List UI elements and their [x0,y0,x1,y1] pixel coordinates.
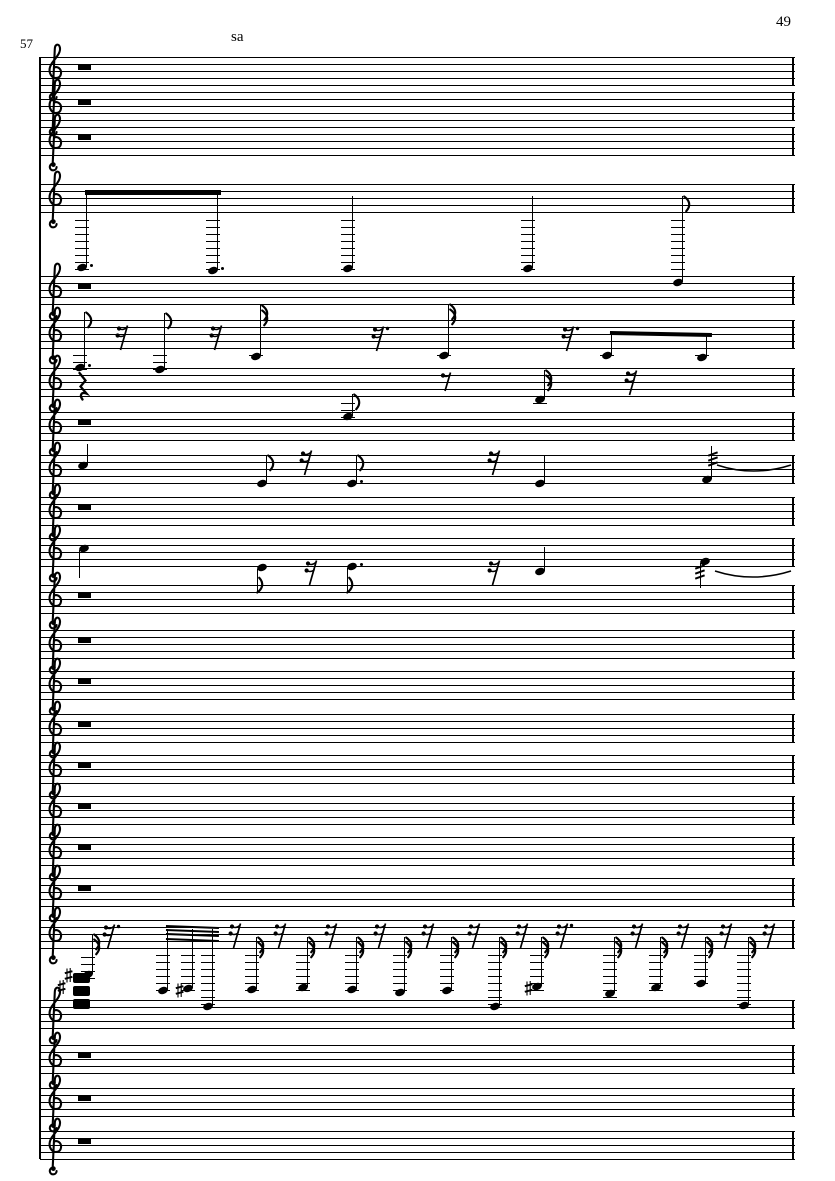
staff-line [40,518,795,519]
staff-line [40,426,795,427]
staff-line [40,637,795,638]
augmentation-dot [88,364,91,367]
note-flag [85,312,95,328]
whole-rest [78,504,91,510]
staff-line [40,776,795,777]
staff-line [40,504,795,505]
staff-line [40,1014,795,1015]
measure-barline [792,368,794,398]
staff-line [40,375,795,376]
staff-line [40,483,795,484]
note-stem [706,336,708,357]
treble-clef-icon [44,903,66,965]
measure-barline [792,1088,794,1118]
measure-barline [792,412,794,442]
whole-rest [78,721,91,727]
staff-line [40,552,795,553]
staff-line [40,906,795,907]
treble-clef-icon [44,110,66,172]
staff-line [40,71,795,72]
sixteenth-rest [422,922,440,949]
quarter-rest [76,372,88,400]
note-flag [353,394,363,410]
sixteenth-rest [274,922,292,949]
ledger-line [533,403,547,404]
whole-rest [78,1052,91,1058]
note-flag [749,942,759,958]
staff-line [40,1066,795,1067]
whole-rest [78,134,91,140]
staff-line [40,127,795,128]
note-stem [212,929,214,1006]
staff-line [40,1116,795,1117]
staff-line [40,592,795,593]
note-stem [544,456,546,483]
ledger-line [75,269,89,270]
staff-line [40,1102,795,1103]
note-flag [267,455,277,471]
staff-line [40,412,795,413]
whole-rest [78,64,91,70]
note-stem [86,195,88,267]
staff-line [40,92,795,93]
sixteenth-rest [562,325,580,352]
note-stem [192,929,194,988]
note-stem [217,195,219,270]
note-stem [544,547,546,571]
staff-line [40,858,795,859]
ledger-line [694,983,708,984]
staff-line [40,57,795,58]
augmentation-dot [221,267,224,270]
staff-line [40,878,795,879]
staff-line [40,630,795,631]
note-flag [357,455,367,471]
treble-clef-icon [44,167,66,229]
note-stem [167,929,169,990]
note-flag [165,313,175,329]
tie [714,569,792,581]
staff-line [40,1000,795,1001]
staff-line [40,106,795,107]
sixteenth-rest [468,922,486,949]
beam [610,331,712,337]
staff-line [40,1131,795,1132]
sixteenth-rest [763,922,781,949]
staff-line [40,134,795,135]
ledger-line [603,997,617,998]
staff-line [40,742,795,743]
note-flag [452,942,462,958]
measure-barline [792,455,794,485]
staff-line [40,538,795,539]
measure-barline [792,320,794,350]
measure-barline [792,538,794,568]
ledger-line [73,369,87,370]
whole-rest [78,762,91,768]
system-barline [39,57,40,1159]
staff-line [40,735,795,736]
staff-line [40,148,795,149]
staff-line [40,865,795,866]
measure-barline [792,184,794,214]
sixteenth-rest [488,559,506,586]
note-stem [352,196,354,268]
whole-rest [78,803,91,809]
staff-line [40,599,795,600]
staff-line [40,455,795,456]
staff-line [40,419,795,420]
note-stem [79,550,81,578]
staff-line [40,1088,795,1089]
note-flag [545,375,555,391]
note-stem [532,196,534,268]
tie [716,463,792,475]
staff-line [40,113,795,114]
note-stem [611,334,613,355]
staff-line [40,714,795,715]
whole-rest [78,99,91,105]
staff-line [40,755,795,756]
beam [85,190,221,195]
sixteenth-rest [516,922,534,949]
staff-line [40,545,795,546]
staff-line [40,721,795,722]
page-number: 49 [776,14,791,30]
note-stem [87,444,89,465]
whole-rest [78,592,91,598]
staff-line [40,1059,795,1060]
staff-line [40,613,795,614]
staff-line [40,817,795,818]
ledger-line [156,990,170,991]
sixteenth-rest [374,922,392,949]
whole-rest [78,283,91,289]
note-flag [308,942,318,958]
staff-line [40,892,795,893]
augmentation-dot [360,563,363,566]
staff-line [40,85,795,86]
measure-barline [792,92,794,122]
staff-line [40,469,795,470]
staff-line [40,671,795,672]
sixteenth-rest [103,923,121,950]
ledger-line [530,990,544,991]
sixteenth-rest [300,449,318,476]
staff-line [40,566,795,567]
sixteenth-rest [677,922,695,949]
staff-line [40,796,795,797]
staff-line [40,728,795,729]
augmentation-dot [360,480,363,483]
staff-line [40,678,795,679]
whole-rest [78,678,91,684]
staff-line [40,644,795,645]
ledger-line [600,355,614,356]
staff-line [40,1045,795,1046]
measure-barline [792,755,794,785]
whole-rest [78,844,91,850]
sixteenth-rest [305,559,323,586]
staff-line [40,525,795,526]
note-flag [405,942,415,958]
ledger-line [649,990,663,991]
measure-barline [792,796,794,826]
ledger-line [521,269,535,270]
sixteenth-rest [631,922,649,949]
staff-line [40,476,795,477]
measure-barline [792,630,794,660]
staff-line [40,606,795,607]
staff-line [40,559,795,560]
sixteenth-rest [372,325,390,352]
measure-barline [792,127,794,157]
whole-rest [78,419,91,425]
sixteenth-rest [116,324,134,351]
sixteenth-rest [720,922,738,949]
sixteenth-rest [556,922,574,949]
sixteenth-rest [325,922,343,949]
staff-line [40,64,795,65]
sixteenth-rest [210,324,228,351]
note-flag [500,942,510,958]
staff-line [40,685,795,686]
sixteenth-rest [625,369,643,396]
lyric-annotation: sa [231,29,244,45]
staff-line [40,803,795,804]
staff-line [40,141,795,142]
staff-line [40,699,795,700]
staff-line [40,783,795,784]
staff-line [40,810,795,811]
measure-number: 57 [20,36,33,51]
measure-barline [792,920,794,950]
staff-line [40,155,795,156]
measure-barline [792,714,794,744]
staff-line [40,440,795,441]
staff-line [40,1052,795,1053]
whole-rest [78,637,91,643]
cluster-chord [73,986,90,996]
staff-line [40,304,795,305]
note-flag [357,942,367,958]
ledger-line [81,978,95,979]
staff-line [40,651,795,652]
treble-clef-icon [44,1114,66,1176]
measure-barline [792,497,794,527]
staff-line [40,348,795,349]
note-flag [683,196,693,212]
staff-line [40,497,795,498]
staff-line [40,769,795,770]
sixteenth-rest [229,922,247,949]
staff-line [40,824,795,825]
augmentation-dot [90,264,93,267]
measure-barline [792,878,794,908]
staff-line [40,327,795,328]
staff-line [40,1152,795,1153]
staff-line [40,433,795,434]
measure-barline [792,57,794,87]
staff-line [40,885,795,886]
measure-barline [792,276,794,306]
staff-line [40,1109,795,1110]
staff-line [40,341,795,342]
ledger-line [440,990,454,991]
whole-rest [78,1138,91,1144]
ledger-line [245,990,259,991]
note-flag [706,942,716,958]
staff-line [40,1095,795,1096]
measure-barline [792,585,794,615]
ledger-line [153,369,167,370]
staff-line [40,511,795,512]
measure-barline [792,1131,794,1161]
staff-line [40,851,795,852]
note-flag [261,310,271,326]
note-flag [93,939,103,955]
staff-line [40,184,795,185]
staff-line [40,1007,795,1008]
staff-line [40,1021,795,1022]
staff-line [40,585,795,586]
staff-line [40,1073,795,1074]
note-flag [257,942,267,958]
staff-line [40,1138,795,1139]
measure-barline [792,671,794,701]
note-flag [661,942,671,958]
staff-line [40,1145,795,1146]
ledger-line [345,990,359,991]
staff-line [40,899,795,900]
staff-line [40,276,795,277]
staff-line [40,920,795,921]
ledger-line [341,269,355,270]
staff-line [40,382,795,383]
ledger-line [181,990,195,991]
whole-rest [78,1095,91,1101]
staff-line [40,99,795,100]
eighth-rest [440,371,454,392]
whole-rest [78,885,91,891]
staff-line [40,844,795,845]
measure-barline [792,1045,794,1075]
staff-line [40,290,795,291]
staff-line [40,320,795,321]
staff-line [40,78,795,79]
note-flag [615,942,625,958]
staff-line [40,389,795,390]
ledger-line [437,355,451,356]
staff-line [40,120,795,121]
staff-line [40,658,795,659]
measure-barline [792,1000,794,1030]
staff-line [40,762,795,763]
staff-line [40,837,795,838]
staff-line [40,297,795,298]
staff-line [40,396,795,397]
staff-line [40,1028,795,1029]
sixteenth-rest [488,449,506,476]
note-flag [449,309,459,325]
staff-line [40,1159,795,1160]
staff-line [40,462,795,463]
note-flag [542,942,552,958]
staff-line [40,283,795,284]
ledger-line [296,990,310,991]
staff-line [40,368,795,369]
measure-barline [792,837,794,867]
staff-line [40,692,795,693]
